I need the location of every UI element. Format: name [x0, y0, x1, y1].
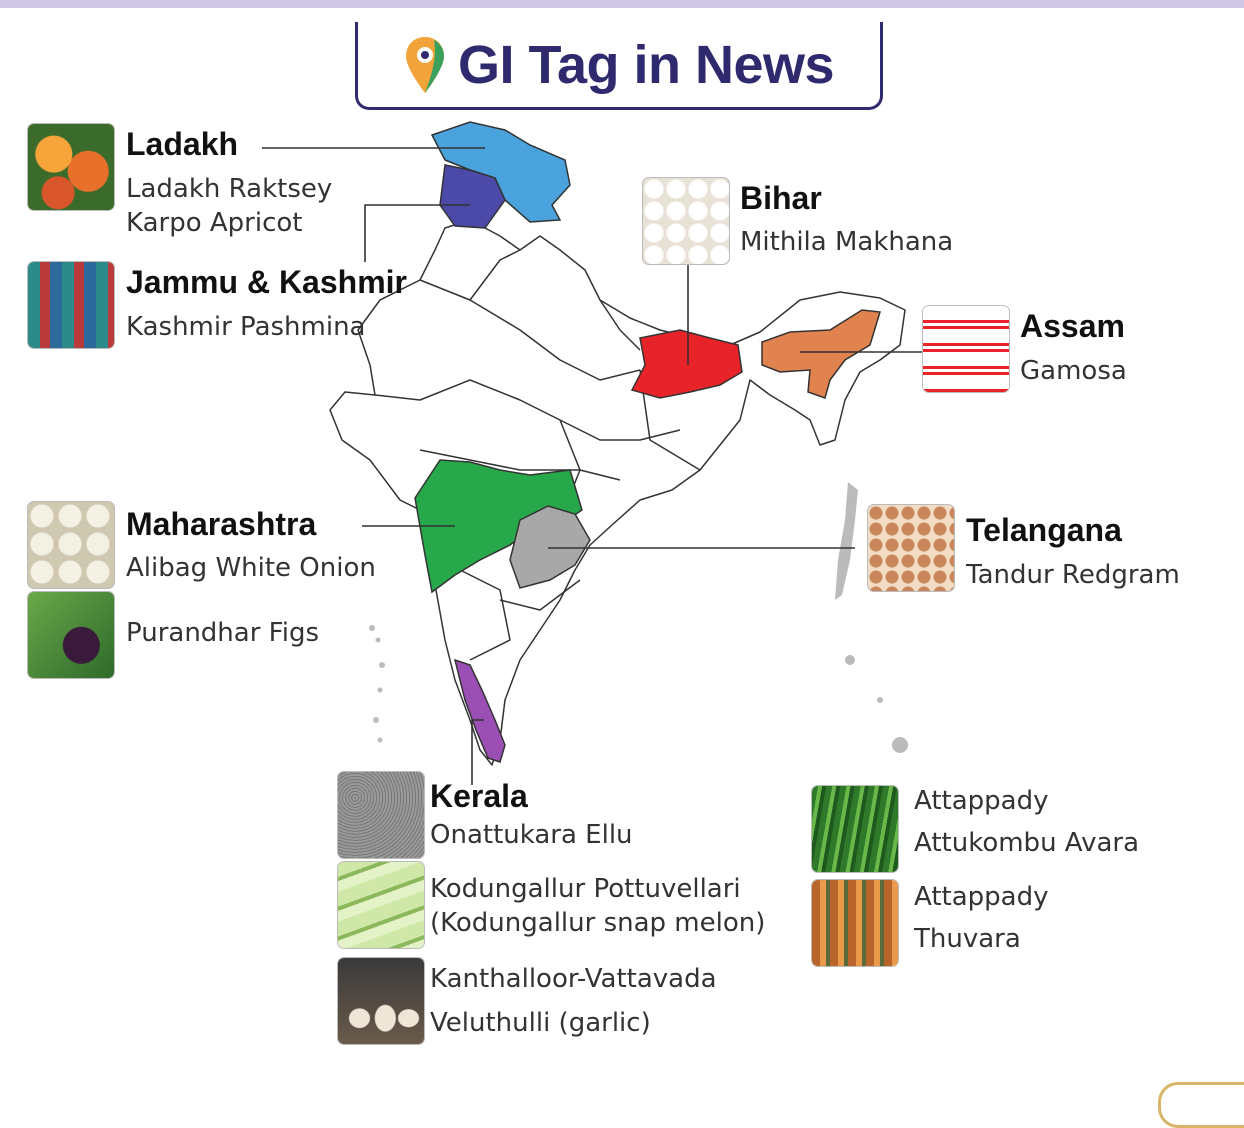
avara-image — [812, 786, 898, 872]
snap-melon-image — [338, 862, 424, 948]
pashmina-image — [28, 262, 114, 348]
page-title: GI Tag in News — [457, 34, 835, 95]
kerala-state-label: Kerala — [430, 778, 528, 814]
assam-product: Gamosa — [1020, 356, 1127, 386]
makhana-image — [643, 178, 729, 264]
bihar-product: Mithila Makhana — [740, 227, 954, 257]
redgram-image — [868, 505, 954, 591]
india-outline — [330, 220, 905, 765]
ladakh-product-line-1: Ladakh Raktsey — [126, 174, 333, 204]
ladakh-product-line-2: Karpo Apricot — [126, 208, 303, 238]
ladakh-state-label: Ladakh — [126, 126, 239, 162]
kerala-product-4-line-2: Attukombu Avara — [914, 828, 1140, 858]
jk-product: Kashmir Pashmina — [126, 312, 366, 342]
kerala-product-5-line-2: Thuvara — [914, 924, 1021, 954]
sesame-image — [338, 772, 424, 858]
kerala-product-3-line-2: Veluthulli (garlic) — [430, 1008, 651, 1038]
maharashtra-product-1: Alibag White Onion — [126, 553, 376, 583]
assam-state-label: Assam — [1020, 308, 1125, 344]
kerala-product-3-line-1: Kanthalloor-Vattavada — [430, 964, 717, 994]
figs-image — [28, 592, 114, 678]
kerala-product-2-line-1: Kodungallur Pottuvellari — [430, 874, 741, 904]
white-onion-image — [28, 502, 114, 588]
telangana-state-label: Telangana — [966, 512, 1122, 548]
kerala-product-1: Onattukara Ellu — [430, 820, 633, 850]
jk-state-label: Jammu & Kashmir — [126, 264, 407, 300]
kerala-product-4-line-1: Attappady — [914, 786, 1049, 816]
maharashtra-product-2: Purandhar Figs — [126, 618, 320, 648]
maharashtra-state-label: Maharashtra — [126, 506, 317, 542]
kerala-product-5-line-1: Attappady — [914, 882, 1049, 912]
corner-decoration — [1158, 1082, 1244, 1128]
garlic-image — [338, 958, 424, 1044]
telangana-region — [510, 506, 590, 588]
thuvara-image — [812, 880, 898, 966]
telangana-product: Tandur Redgram — [966, 560, 1180, 590]
kerala-product-2-line-2: (Kodungallur snap melon) — [430, 908, 766, 938]
gamosa-image — [923, 306, 1009, 392]
bihar-state-label: Bihar — [740, 180, 822, 216]
apricot-image — [28, 124, 114, 210]
